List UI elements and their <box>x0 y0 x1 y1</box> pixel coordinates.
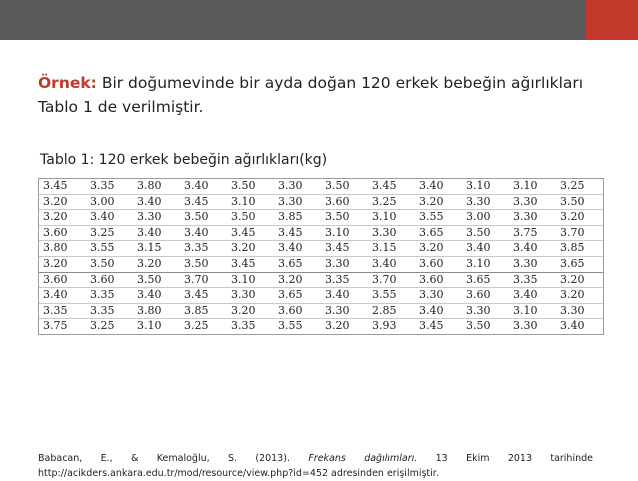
table-cell: 3.70 <box>556 225 603 241</box>
table-cell: 3.30 <box>227 288 274 304</box>
table-cell: 3.35 <box>231 319 256 333</box>
table-cell: 3.20 <box>39 194 86 210</box>
table-cell: 3.45 <box>274 225 321 241</box>
ref-tail: tarihinde <box>550 453 593 464</box>
table-caption: Tablo 1: 120 erkek bebeğin ağırlıkları(kg) <box>40 152 328 168</box>
table-cell: 3.40 <box>509 241 556 257</box>
table-cell: 3.40 <box>415 179 462 194</box>
table-cell: 3.30 <box>368 225 415 241</box>
table-cell: 3.20 <box>415 241 462 257</box>
table-cell: 3.30 <box>509 256 556 272</box>
table-cell: 3.50 <box>227 179 274 194</box>
table-cell: 3.50 <box>321 210 368 226</box>
table-cell: 3.60 <box>39 225 86 241</box>
table-cell: 3.00 <box>462 210 509 226</box>
table-row <box>39 303 603 319</box>
table-cell: 3.80 <box>133 179 180 194</box>
table-cell: 3.40 <box>321 288 368 304</box>
table-row <box>39 194 603 210</box>
table-cell: 3.35 <box>86 179 133 194</box>
table-cell: 3.10 <box>227 194 274 210</box>
table-cell: 3.40 <box>133 225 180 241</box>
table-cell: 3.45 <box>419 319 444 333</box>
table-cell: 3.70 <box>368 272 415 288</box>
table-cell: 3.85 <box>556 241 603 257</box>
table-cell: 3.10 <box>462 179 509 194</box>
table-cell: 3.65 <box>274 256 321 272</box>
reference-url: http://acikders.ankara.edu.tr/mod/resource/view.php?id=452 adresinden erişilmiştir. <box>38 468 439 479</box>
ref-author: Babacan, <box>38 453 83 464</box>
table-cell: 3.45 <box>321 241 368 257</box>
intro-text <box>38 71 618 119</box>
table-cell: 3.25 <box>556 179 603 194</box>
ref-initial: E., <box>100 453 113 464</box>
title-bar <box>0 0 638 40</box>
table-cell: 3.40 <box>180 179 227 194</box>
table-cell: 3.55 <box>368 288 415 304</box>
table-cell: 3.45 <box>227 225 274 241</box>
table-row <box>39 210 603 226</box>
table-cell: 3.60 <box>415 272 462 288</box>
table-cell: 3.50 <box>466 319 491 333</box>
reference <box>38 451 593 481</box>
ref-author2: Kemaloğlu, <box>156 453 210 464</box>
table-cell: 3.45 <box>227 256 274 272</box>
table-cell: 3.20 <box>415 194 462 210</box>
table-cell: 3.30 <box>274 179 321 194</box>
table-cell: 3.20 <box>227 241 274 257</box>
table-cell: 3.55 <box>278 319 303 333</box>
weights-table <box>38 178 604 335</box>
table-cell: 3.10 <box>509 179 556 194</box>
ref-title2: dağılımları. <box>364 453 418 464</box>
table-cell: 3.20 <box>325 319 350 333</box>
table-cell: 3.40 <box>86 210 133 226</box>
table-cell: 3.65 <box>556 256 603 272</box>
table-cell: 3.60 <box>462 288 509 304</box>
table-cell: 3.60 <box>274 303 321 319</box>
table-row <box>39 256 603 272</box>
table-cell: 3.25 <box>86 225 133 241</box>
table-cell: 3.25 <box>184 319 209 333</box>
table-row <box>39 288 603 304</box>
intro-line-2: Tablo 1 de verilmiştir. <box>38 98 204 116</box>
example-keyword: Örnek: <box>38 74 97 92</box>
table-cell: 3.10 <box>321 225 368 241</box>
table-cell: 3.15 <box>368 241 415 257</box>
table-cell: 3.50 <box>86 256 133 272</box>
table-cell: 3.30 <box>556 303 603 319</box>
table-cell: 3.10 <box>227 272 274 288</box>
table-cell: 3.40 <box>509 288 556 304</box>
table-cell: 3.10 <box>368 210 415 226</box>
table-cell: 3.45 <box>180 194 227 210</box>
table-cell: 3.20 <box>227 303 274 319</box>
table-cell: 3.40 <box>39 288 86 304</box>
table-cell: 3.30 <box>321 303 368 319</box>
table-cell: 3.65 <box>462 272 509 288</box>
table-cell: 3.60 <box>86 272 133 288</box>
table-cell: 3.75 <box>509 225 556 241</box>
table-cell: 3.50 <box>556 194 603 210</box>
table-row <box>39 272 603 288</box>
table-cell: 3.75 <box>43 319 68 333</box>
table-cell: 3.20 <box>556 288 603 304</box>
table-cell: 3.20 <box>274 272 321 288</box>
table-cell: 3.50 <box>133 272 180 288</box>
table-cell: 3.35 <box>180 241 227 257</box>
table-row <box>39 225 603 241</box>
table-cell: 3.35 <box>39 303 86 319</box>
intro-line-1: Bir doğumevinde bir ayda doğan 120 erkek bebeğin ağırlıkları <box>101 74 584 92</box>
table-cell: 3.50 <box>180 256 227 272</box>
table-cell: 3.45 <box>39 179 86 194</box>
table-cell: 3.40 <box>560 319 585 333</box>
table-cell: 3.30 <box>274 194 321 210</box>
table-cell: 3.30 <box>509 194 556 210</box>
table-cell: 3.00 <box>86 194 133 210</box>
table-cell: 3.10 <box>137 319 162 333</box>
reference-line-1 <box>38 451 593 466</box>
table-cell: 3.20 <box>556 272 603 288</box>
table-cell: 3.40 <box>133 288 180 304</box>
table-cell: 3.93 <box>372 319 397 333</box>
table-cell: 3.65 <box>274 288 321 304</box>
table-cell: 3.70 <box>180 272 227 288</box>
table-cell: 3.30 <box>462 194 509 210</box>
table-cell: 3.30 <box>133 210 180 226</box>
ref-title: Frekans <box>308 453 346 464</box>
table-cell: 2.85 <box>368 303 415 319</box>
table-cell: 3.50 <box>227 210 274 226</box>
table-cell: 3.60 <box>321 194 368 210</box>
table-cell: 3.25 <box>368 194 415 210</box>
table-cell: 3.55 <box>415 210 462 226</box>
table-cell: 3.30 <box>462 303 509 319</box>
ref-initial2: S. <box>227 453 238 464</box>
table-cell: 3.40 <box>368 256 415 272</box>
table-cell: 3.35 <box>86 288 133 304</box>
table-row <box>39 241 603 257</box>
table-cell: 3.60 <box>39 272 86 288</box>
ref-yr: 2013 <box>507 453 532 464</box>
table-cell: 3.35 <box>509 272 556 288</box>
table-cell: 3.15 <box>133 241 180 257</box>
table-cell: 3.10 <box>462 256 509 272</box>
table-cell: 3.35 <box>321 272 368 288</box>
table-cell: 3.35 <box>86 303 133 319</box>
table-cell: 3.40 <box>415 303 462 319</box>
table-cell: 3.85 <box>180 303 227 319</box>
table-cell: 3.40 <box>133 194 180 210</box>
table-row <box>39 179 603 194</box>
ref-amp: & <box>131 453 139 464</box>
table-cell: 3.65 <box>415 225 462 241</box>
table-cell: 3.80 <box>133 303 180 319</box>
table-cell: 3.85 <box>274 210 321 226</box>
table-cell: 3.20 <box>133 256 180 272</box>
table-cell: 3.50 <box>462 225 509 241</box>
ref-month: Ekim <box>466 453 490 464</box>
accent-block <box>586 0 638 40</box>
table-cell: 3.30 <box>415 288 462 304</box>
table-cell: 3.30 <box>513 319 538 333</box>
table-cell: 3.30 <box>509 210 556 226</box>
table-cell: 3.45 <box>368 179 415 194</box>
table-cell: 3.50 <box>180 210 227 226</box>
table-cell: 3.50 <box>321 179 368 194</box>
table-cell: 3.55 <box>86 241 133 257</box>
table-cell: 3.80 <box>39 241 86 257</box>
table-cell: 3.20 <box>39 210 86 226</box>
table-cell: 3.60 <box>415 256 462 272</box>
table-cell: 3.40 <box>180 225 227 241</box>
ref-day: 13 <box>435 453 448 464</box>
table-cell: 3.20 <box>39 256 86 272</box>
table-row <box>39 319 603 334</box>
ref-year: (2013). <box>255 453 290 464</box>
table-cell: 3.30 <box>321 256 368 272</box>
table-cell: 3.10 <box>509 303 556 319</box>
table-cell: 3.40 <box>462 241 509 257</box>
table-cell: 3.20 <box>556 210 603 226</box>
table-cell: 3.40 <box>274 241 321 257</box>
table-cell: 3.25 <box>90 319 115 333</box>
table-cell: 3.45 <box>180 288 227 304</box>
